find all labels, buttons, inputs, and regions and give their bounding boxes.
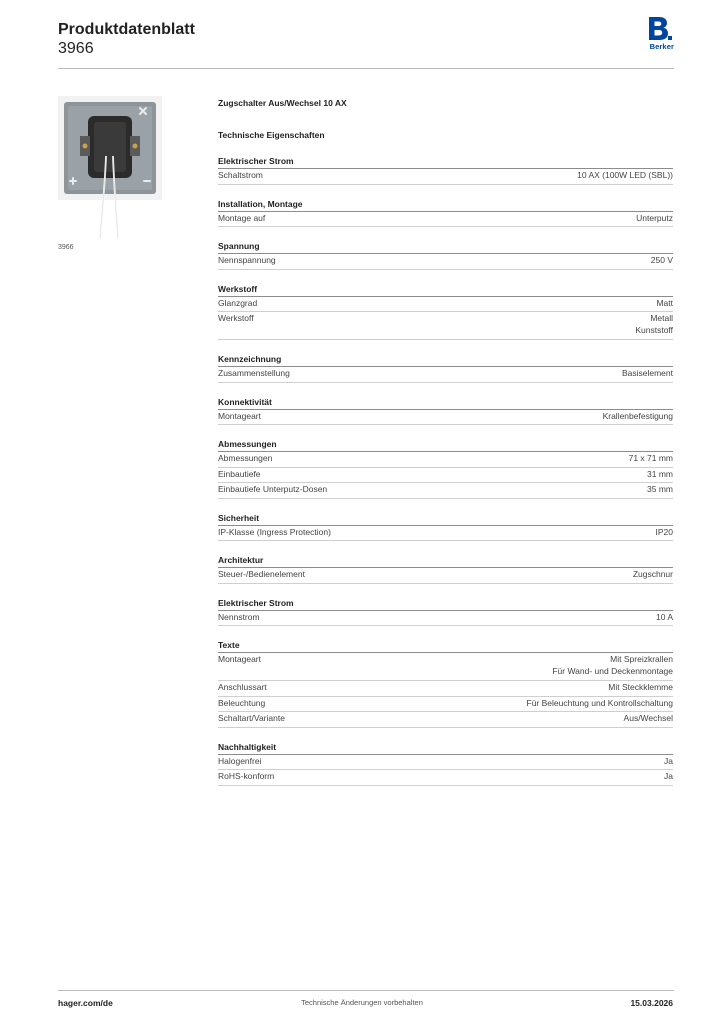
document-title: Produktdatenblatt — [58, 21, 195, 38]
berker-wordmark: Berker — [649, 42, 674, 51]
spec-value: Unterputz — [636, 212, 673, 223]
footer-date: 15.03.2026 — [630, 998, 673, 1008]
spec-row — [218, 770, 673, 786]
spec-row — [218, 483, 673, 499]
spec-value — [635, 313, 673, 336]
group-title: Elektrischer Strom — [218, 597, 673, 611]
spec-label: Montageart — [218, 654, 261, 664]
spec-row — [218, 755, 673, 771]
product-image — [58, 96, 162, 238]
group-werkstoff — [218, 283, 673, 341]
group-title: Architektur — [218, 554, 673, 568]
spec-value: Aus/Wechsel — [623, 713, 673, 723]
group-konnektivitaet — [218, 396, 673, 426]
group-sicherheit — [218, 512, 673, 542]
datasheet-content — [218, 97, 673, 786]
group-installation-montage — [218, 198, 673, 228]
section-heading: Technische Eigenschaften — [218, 130, 325, 140]
spec-row — [218, 367, 673, 383]
spec-row — [218, 568, 673, 584]
spec-value: Ja — [664, 755, 673, 766]
spec-value: 250 V — [650, 255, 673, 265]
spec-label: Schaltstrom — [218, 170, 263, 180]
footer-website-link[interactable]: hager.com/de — [58, 998, 113, 1008]
spec-label: Montageart — [218, 410, 261, 421]
spec-value: 10 A — [655, 611, 673, 622]
spec-row — [218, 452, 673, 468]
spec-value-line: Metall — [650, 313, 673, 323]
spec-row — [218, 697, 673, 713]
spec-value: Krallenbefestigung — [602, 410, 673, 421]
spec-label: Zusammenstellung — [218, 368, 290, 378]
page-header — [58, 20, 674, 68]
spec-label: RoHS-konform — [218, 771, 275, 781]
product-name: Zugschalter Aus/Wechsel 10 AX — [218, 98, 347, 108]
spec-value: Ja — [664, 771, 673, 781]
spec-value: 71 x 71 mm — [628, 453, 673, 463]
spec-label: Steuer-/Bedienelement — [218, 569, 305, 579]
spec-label: Halogenfrei — [218, 755, 262, 766]
group-elektrischer-strom — [218, 155, 673, 185]
group-nachhaltigkeit — [218, 741, 673, 786]
group-architektur — [218, 554, 673, 584]
group-kennzeichnung — [218, 353, 673, 383]
group-title: Werkstoff — [218, 283, 673, 297]
spec-value: Für Beleuchtung und Kontrollschaltung — [526, 697, 673, 708]
group-spannung — [218, 240, 673, 270]
spec-row — [218, 169, 673, 185]
spec-value: 10 AX (100W LED (SBL)) — [577, 170, 673, 180]
article-number: 3966 — [58, 40, 94, 57]
spec-label: Anschlussart — [218, 682, 267, 692]
footer-note: Technische Änderungen vorbehalten — [301, 998, 423, 1007]
spec-label: Glanzgrad — [218, 297, 258, 308]
spec-label: Abmessungen — [218, 453, 273, 463]
group-title: Konnektivität — [218, 396, 673, 410]
group-abmessungen — [218, 438, 673, 499]
spec-row — [218, 681, 673, 697]
group-title: Abmessungen — [218, 438, 673, 452]
berker-logo — [640, 16, 674, 52]
group-title: Spannung — [218, 240, 673, 254]
spec-label: Einbautiefe — [218, 468, 261, 479]
berker-b-logo-icon — [646, 16, 672, 42]
spec-row — [218, 468, 673, 484]
spec-row — [218, 712, 673, 728]
spec-value: Basiselement — [621, 368, 673, 378]
group-title: Kennzeichnung — [218, 353, 673, 367]
spec-label: Werkstoff — [218, 313, 254, 323]
spec-value: Matt — [656, 297, 673, 308]
spec-row — [218, 410, 673, 426]
spec-value — [552, 654, 673, 677]
spec-value-line: Mit Spreizkrallen — [610, 654, 673, 664]
spec-label: Montage auf — [218, 212, 266, 223]
footer-divider — [58, 990, 674, 991]
group-title: Installation, Montage — [218, 198, 673, 212]
spec-label: Schaltart/Variante — [218, 713, 285, 723]
spec-value: Zugschnur — [632, 569, 673, 579]
group-title: Texte — [218, 639, 673, 653]
spec-label: Einbautiefe Unterputz-Dosen — [218, 484, 328, 494]
group-elektrischer-strom-2 — [218, 597, 673, 627]
spec-label: Nennspannung — [218, 255, 276, 265]
group-title: Sicherheit — [218, 512, 673, 526]
spec-row — [218, 653, 673, 681]
spec-row — [218, 254, 673, 270]
spec-label: IP-Klasse (Ingress Protection) — [218, 526, 331, 537]
spec-row — [218, 212, 673, 228]
spec-row — [218, 312, 673, 340]
spec-row — [218, 526, 673, 542]
header-divider — [58, 68, 674, 69]
spec-label: Nennstrom — [218, 611, 260, 622]
spec-value: IP20 — [655, 526, 673, 537]
spec-value-line: Für Wand- und Deckenmontage — [552, 665, 673, 676]
group-title: Nachhaltigkeit — [218, 741, 673, 755]
spec-value: 31 mm — [647, 468, 673, 479]
spec-value: 35 mm — [647, 484, 673, 494]
group-title: Elektrischer Strom — [218, 155, 673, 169]
image-caption: 3966 — [58, 244, 74, 251]
spec-row — [218, 611, 673, 627]
spec-label: Beleuchtung — [218, 697, 266, 708]
spec-value-line: Kunststoff — [635, 324, 673, 335]
spec-row — [218, 297, 673, 313]
spec-value: Mit Steckklemme — [608, 682, 673, 692]
group-texte — [218, 639, 673, 728]
